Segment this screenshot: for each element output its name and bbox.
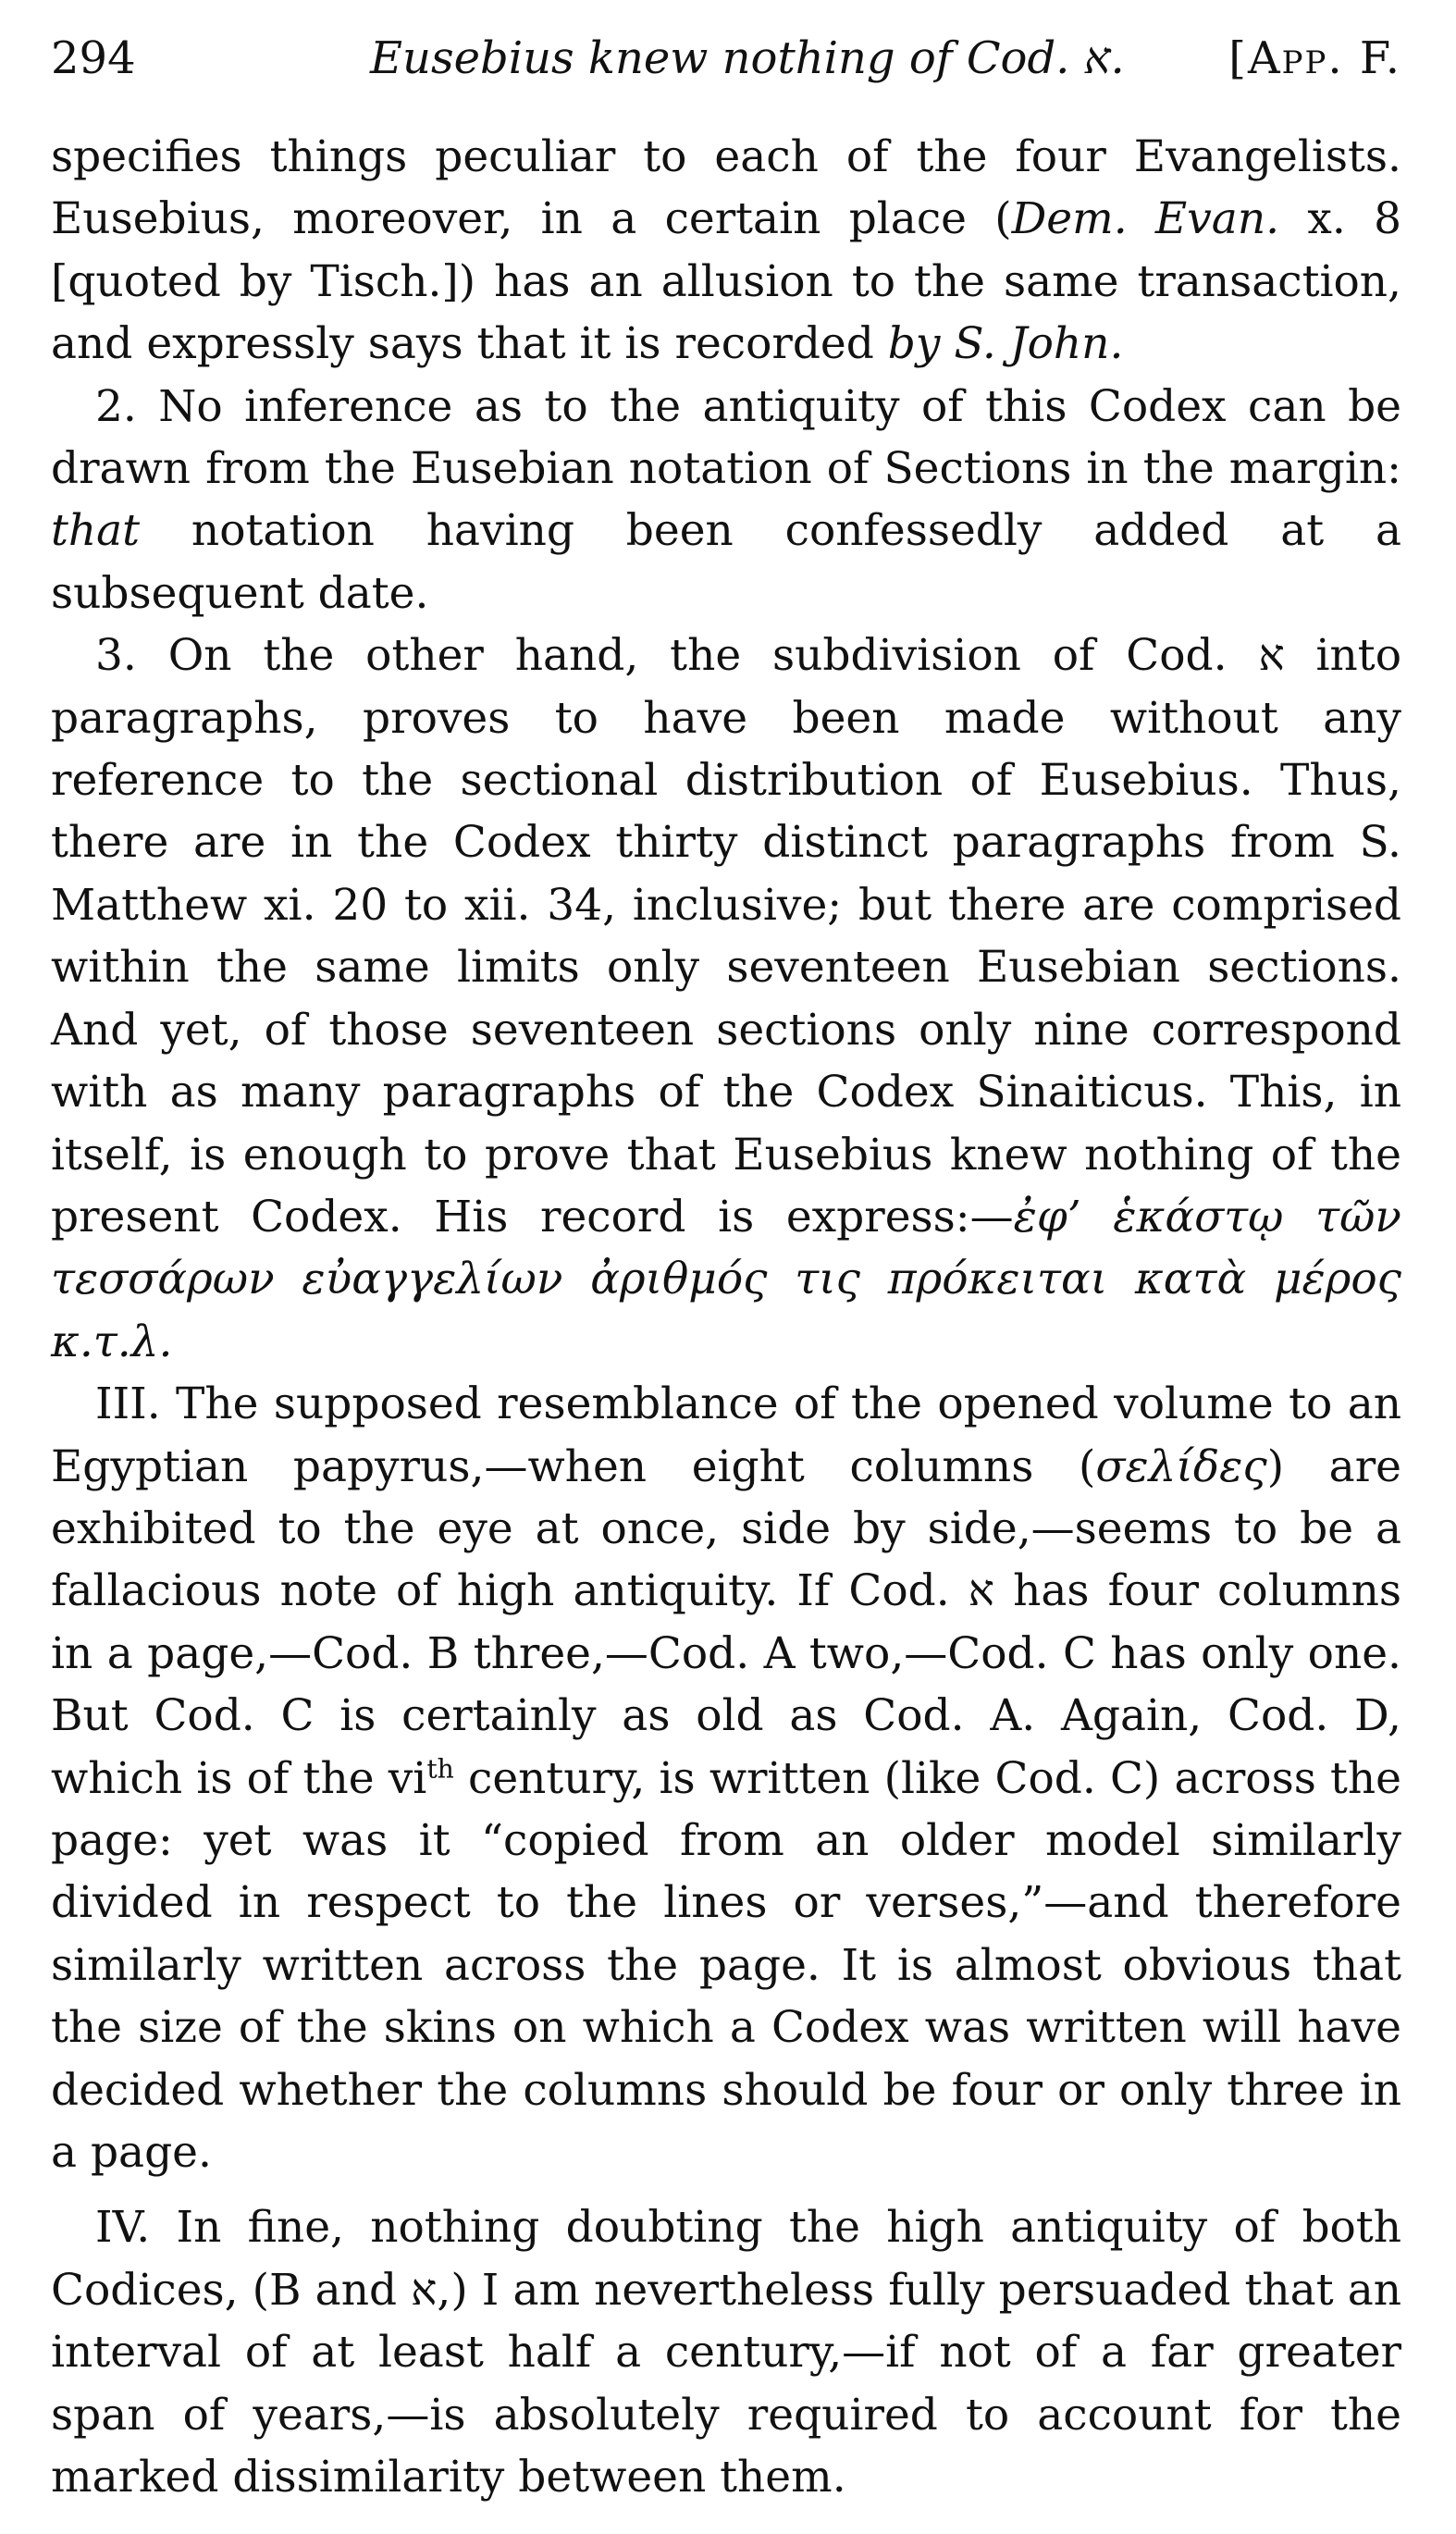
text-run: ) are exhibited to the eye at once, side by side,—seems to be a fallacious note of high antiquity. If Cod. א has four columns in a page,—Cod. B three,—Cod. A two,—Cod. C has only one. But Cod. C is certainly as old as Cod. A. Again, Cod. D, which is of the vi [51, 1440, 1401, 1804]
italic-text: σελίδες [1095, 1440, 1267, 1492]
italic-text: Dem. Evan. [1011, 193, 1280, 245]
paragraph [51, 376, 1401, 625]
text-run: 2. No inference as to the antiquity of this Codex can be drawn from the Eusebian notation of Sections in the margin: [51, 380, 1401, 495]
running-head [51, 26, 1401, 91]
body-text [51, 126, 1401, 2508]
appendix-reference: [App. F. [1228, 32, 1401, 84]
page-number: 294 [51, 32, 136, 84]
text-run: III. The supposed resemblance of the opened volume to an Egyptian papyrus,—when eight columns ( [51, 1378, 1401, 1492]
superscript: th [426, 1752, 454, 1784]
text-run: specifies things peculiar to each of the four Evangelists. Eusebius, moreover, in a certain place ( [51, 131, 1401, 245]
paragraph [51, 624, 1401, 1373]
paragraph [51, 126, 1401, 376]
italic-text: by S. John. [887, 318, 1124, 370]
book-page [51, 26, 1401, 2508]
text-run: century, is written (like Cod. C) across the page: yet was it “copied from an older model similarly divided in respect to the lines or verses,”—and therefore similarly written across the page. It is almost obvious that the size of the skins on which a Codex was written will have decided whether the columns should be four or only three in a page. [51, 1752, 1401, 2178]
paragraph [51, 2196, 1401, 2508]
italic-text: that [51, 505, 141, 557]
text-run: 3. On the other hand, the subdivision of Cod. א into paragraphs, proves to have been made without any reference to the sectional distribution of Eusebius. Thus, there are in the Codex thirty distinct paragraphs from S. Matthew xi. 20 to xii. 34, inclusive; but there are comprised within the same limits only seventeen Eusebian sections. And yet, of those seventeen sections only nine correspond with as many paragraphs of the Codex Sinaiticus. This, in itself, is enough to prove that Eusebius knew nothing of the present Codex. His record is express:— [51, 630, 1401, 1242]
italic-text: ἐφ’ ἑκάστῳ τῶν τεσσάρων εὐαγγελίων ἀριθμός τις πρόκειται κατὰ μέρος κ.τ.λ. [51, 1191, 1401, 1367]
running-title: Eusebius knew nothing of Cod. א. [370, 32, 1125, 84]
text-run: x. 8 [quoted by Tisch.]) has an allusion to the same transaction, and expressly says that it is recorded [51, 193, 1401, 370]
paragraph [51, 1373, 1401, 2183]
text-run: IV. In fine, nothing doubting the high antiquity of both Codices, (B and א,) I am nevertheless fully persuaded that an interval of at least half a century,—if not of a far greater span of years,—is absolutely required to account for the marked dissimilarity between them. [51, 2202, 1401, 2503]
text-run: notation having been confessedly added at a subsequent date. [51, 505, 1401, 619]
